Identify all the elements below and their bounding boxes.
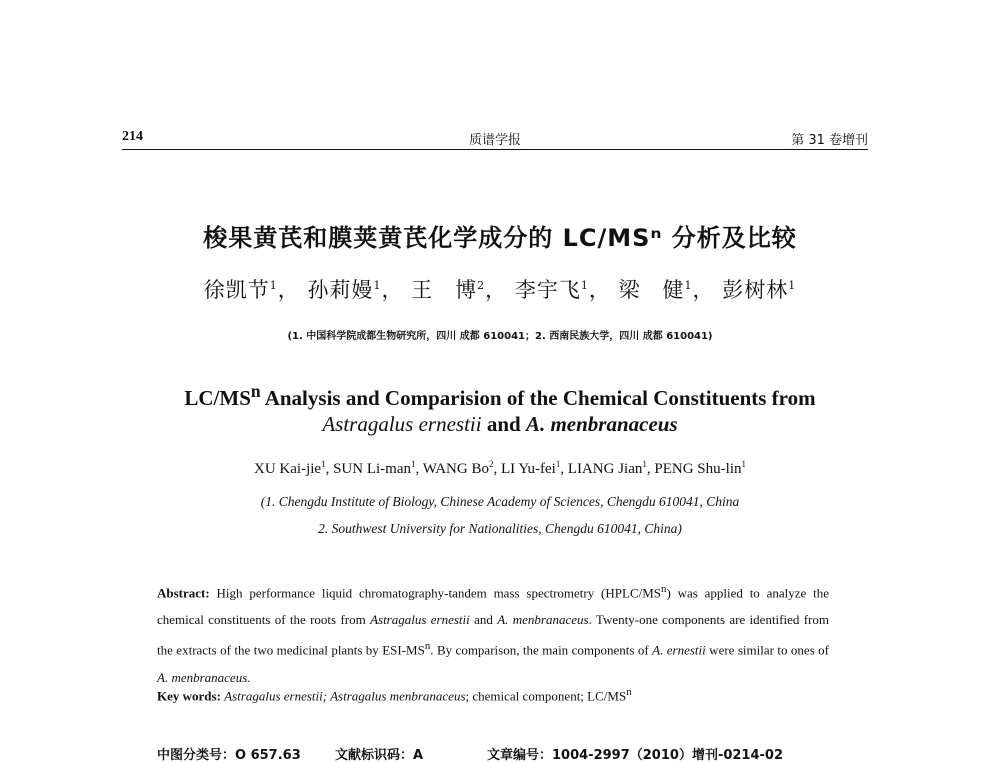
keywords bbox=[157, 686, 837, 704]
affil-mark: 1 bbox=[373, 279, 382, 292]
species-name: A. ernestii bbox=[652, 642, 706, 658]
cn-author: 李宇飞 bbox=[514, 278, 581, 302]
abstract-text: . Twenty-one components are identified from the extracts of the two medicinal plants by ESI-MS bbox=[157, 612, 829, 658]
keyword-text: ; chemical component; LC/MS bbox=[465, 688, 627, 704]
affil-mark: 1 bbox=[410, 459, 416, 469]
running-header bbox=[122, 127, 868, 150]
title-text: and bbox=[481, 412, 526, 436]
affil-mark: 1 bbox=[684, 279, 693, 292]
abstract-text: High performance liquid chromatography-tandem mass spectrometry (HPLC/MS bbox=[209, 585, 662, 601]
en-author: LI Yu-fei bbox=[500, 461, 556, 477]
page-number: 214 bbox=[122, 129, 143, 144]
english-title-line1 bbox=[0, 378, 1000, 411]
journal-name: 质谱学报 bbox=[468, 133, 521, 148]
en-author: LIANG Jian bbox=[567, 461, 643, 477]
abstract-label: Abstract: bbox=[157, 585, 210, 601]
abstract-text: . By comparison, the main components of bbox=[430, 642, 653, 658]
abstract-text: and bbox=[469, 612, 498, 628]
affil-mark: 1 bbox=[642, 459, 647, 469]
species-name: A. menbranaceus bbox=[497, 612, 589, 628]
article-number: 文章编号：1004-2997（2010）增刊-0214-02 bbox=[487, 748, 784, 763]
species-name: Astragalus ernestii bbox=[370, 612, 470, 628]
clc-number: 中图分类号：O 657.63 bbox=[157, 748, 301, 763]
chinese-authors: 徐凯节$^1$， 孙莉嫚$^1$， 王 博$^2$， 李宇飞$^1$， 梁 健$^1$， 彭树林$^1$ bbox=[203, 278, 797, 302]
abstract-sup: n bbox=[661, 583, 667, 595]
english-title bbox=[0, 378, 1000, 437]
abstract bbox=[157, 576, 829, 691]
affil-mark: 1 bbox=[741, 459, 746, 469]
affil-mark: 1 bbox=[321, 459, 326, 469]
en-author: XU Kai-jie bbox=[254, 461, 322, 477]
keyword-species: Astragalus ernestii; Astragalus menbranaceus bbox=[224, 688, 466, 704]
keyword-sup: n bbox=[626, 686, 632, 698]
cn-author: 孙莉嫚 bbox=[307, 278, 374, 302]
en-author: WANG Bo bbox=[422, 461, 489, 477]
english-authors: XU Kai-jie$^1$, SUN Li-man$^1$, WANG Bo$^2$, LI Yu-fei$^1$, LIANG Jian$^1$, PENG Shu-lin$^1$ bbox=[254, 459, 746, 477]
affil-mark: 1 bbox=[788, 279, 797, 292]
affil-mark: 1 bbox=[580, 279, 589, 292]
affil-mark: 2 bbox=[477, 279, 486, 292]
abstract-text: were similar to ones of bbox=[705, 642, 830, 658]
species-name: A. menbranaceus bbox=[525, 412, 678, 436]
cn-author: 王 博 bbox=[411, 278, 478, 302]
affil-mark: 1 bbox=[555, 459, 561, 469]
cn-author: 彭树林 bbox=[722, 278, 789, 302]
title-text: LC/MS bbox=[184, 386, 251, 410]
title-text: Analysis and Comparision of the Chemical Constituents from bbox=[260, 386, 816, 410]
issue-label: 第 31 卷增刊 bbox=[791, 133, 868, 148]
abstract-text: . bbox=[247, 669, 251, 685]
document-code: 文献标识码：A bbox=[335, 748, 424, 763]
species-name: A. menbranaceus bbox=[157, 669, 248, 685]
english-affiliation-2: 2. Southwest University for Nationalities, Chengdu 610041, China) bbox=[318, 521, 682, 536]
chinese-affiliation: (1. 中国科学院成都生物研究所，四川 成都 610041；2. 西南民族大学，四川 成都 610041) bbox=[287, 331, 713, 342]
keywords-label: Key words: bbox=[157, 688, 221, 704]
cn-author: 徐凯节 bbox=[203, 278, 270, 302]
species-name: Astragalus ernestii bbox=[322, 412, 482, 436]
affil-mark: 1 bbox=[269, 279, 278, 292]
english-title-line2 bbox=[0, 411, 1000, 437]
cn-author: 梁 健 bbox=[618, 278, 685, 302]
affil-mark: 2 bbox=[488, 459, 494, 469]
title-sup: n bbox=[250, 381, 261, 401]
chinese-title: 梭果黄芪和膜荚黄芪化学成分的 LC/MSⁿ 分析及比较 bbox=[203, 224, 797, 252]
english-affiliation-1: (1. Chengdu Institute of Biology, Chinese Academy of Sciences, Chengdu 610041, China bbox=[260, 494, 740, 509]
en-author: SUN Li-man bbox=[333, 461, 411, 477]
abstract-sup: n bbox=[424, 640, 431, 653]
abstract-text: ) was applied to analyze the chemical constituents of the roots from bbox=[157, 585, 830, 628]
en-author: PENG Shu-lin bbox=[654, 461, 742, 477]
